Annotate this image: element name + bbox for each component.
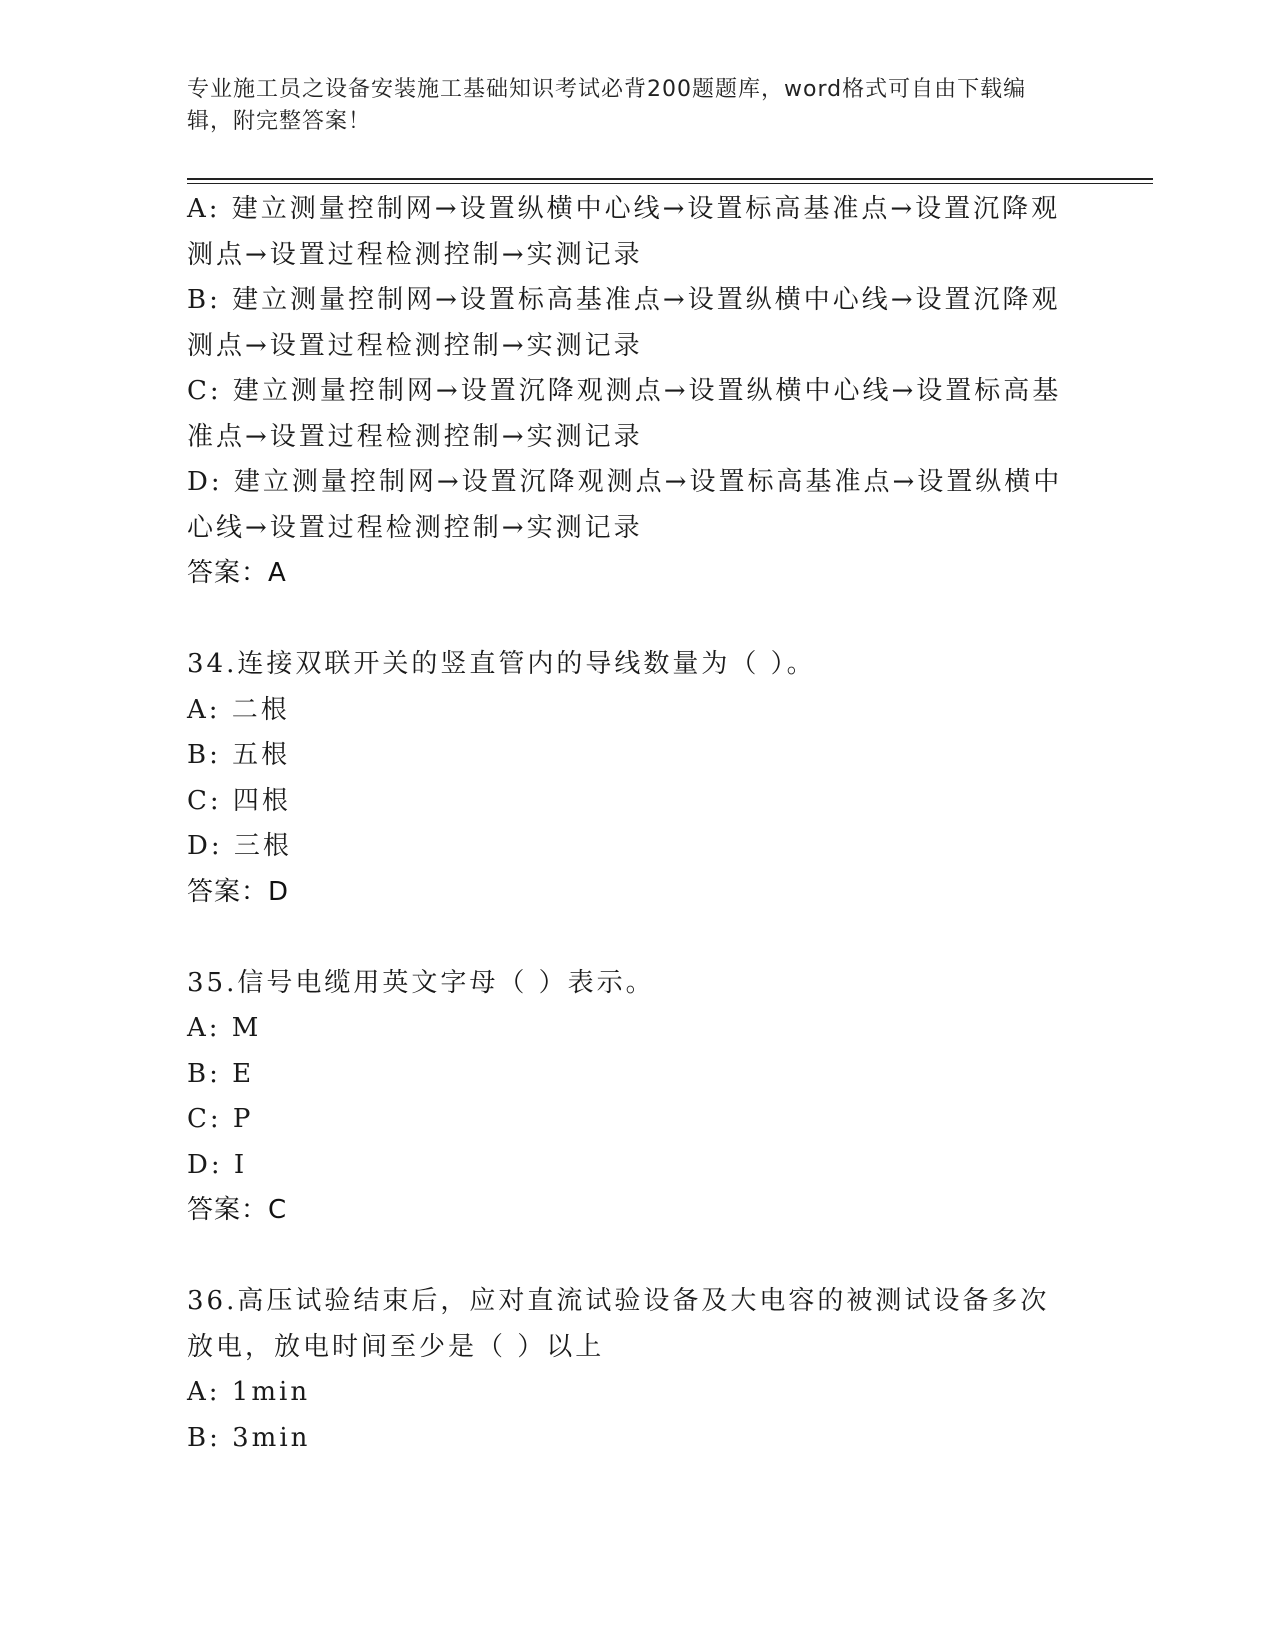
header-divider-thin: [187, 183, 1153, 184]
option-c: C: P: [187, 1104, 254, 1134]
page-header: [187, 74, 1067, 138]
question-35: [187, 961, 1077, 1234]
question-text: 35.信号电缆用英文字母（ ）表示。: [187, 967, 655, 998]
option-a: A: 建立测量控制网→设置纵横中心线→设置标高基准点→设置沉降观测点→设置过程检测控制→实测记录: [187, 194, 1061, 270]
option-b: B: E: [187, 1058, 255, 1089]
option-d: D: I: [187, 1149, 248, 1180]
option-a: A: 1min: [187, 1377, 311, 1407]
spacer: [187, 1234, 1077, 1280]
question-33: [187, 187, 1077, 597]
header-divider-thick: [187, 178, 1153, 180]
spacer: [187, 597, 1077, 643]
spacer: [187, 915, 1077, 961]
option-b: B: 五根: [187, 740, 291, 770]
question-text: 36.高压试验结束后，应对直流试验设备及大电容的被测试设备多次放电，放电时间至少是（ ）以上: [187, 1286, 1050, 1362]
question-list: [187, 187, 1077, 1461]
question-34: [187, 642, 1077, 915]
option-c: C: 建立测量控制网→设置沉降观测点→设置纵横中心线→设置标高基准点→设置过程检测控制→实测记录: [187, 376, 1062, 452]
answer: 答案：C: [187, 1195, 288, 1225]
answer: 答案：A: [187, 558, 287, 588]
option-d: D: 三根: [187, 831, 292, 861]
option-c: C: 四根: [187, 785, 291, 816]
option-b: B: 建立测量控制网→设置标高基准点→设置纵横中心线→设置沉降观测点→设置过程检测控制→实测记录: [187, 285, 1061, 361]
question-text: 34.连接双联开关的竖直管内的导线数量为（ ）。: [187, 649, 816, 679]
option-d: D: 建立测量控制网→设置沉降观测点→设置标高基准点→设置纵横中心线→设置过程检测控制→实测记录: [187, 467, 1063, 543]
header-title: 专业施工员之设备安装施工基础知识考试必背200题题库，word格式可自由下载编辑，附完整答案！: [187, 77, 1027, 134]
question-36: [187, 1279, 1077, 1461]
option-a: A: 二根: [187, 694, 290, 725]
option-b: B: 3min: [187, 1422, 311, 1453]
option-a: A: M: [187, 1013, 262, 1043]
answer: 答案：D: [187, 876, 290, 907]
